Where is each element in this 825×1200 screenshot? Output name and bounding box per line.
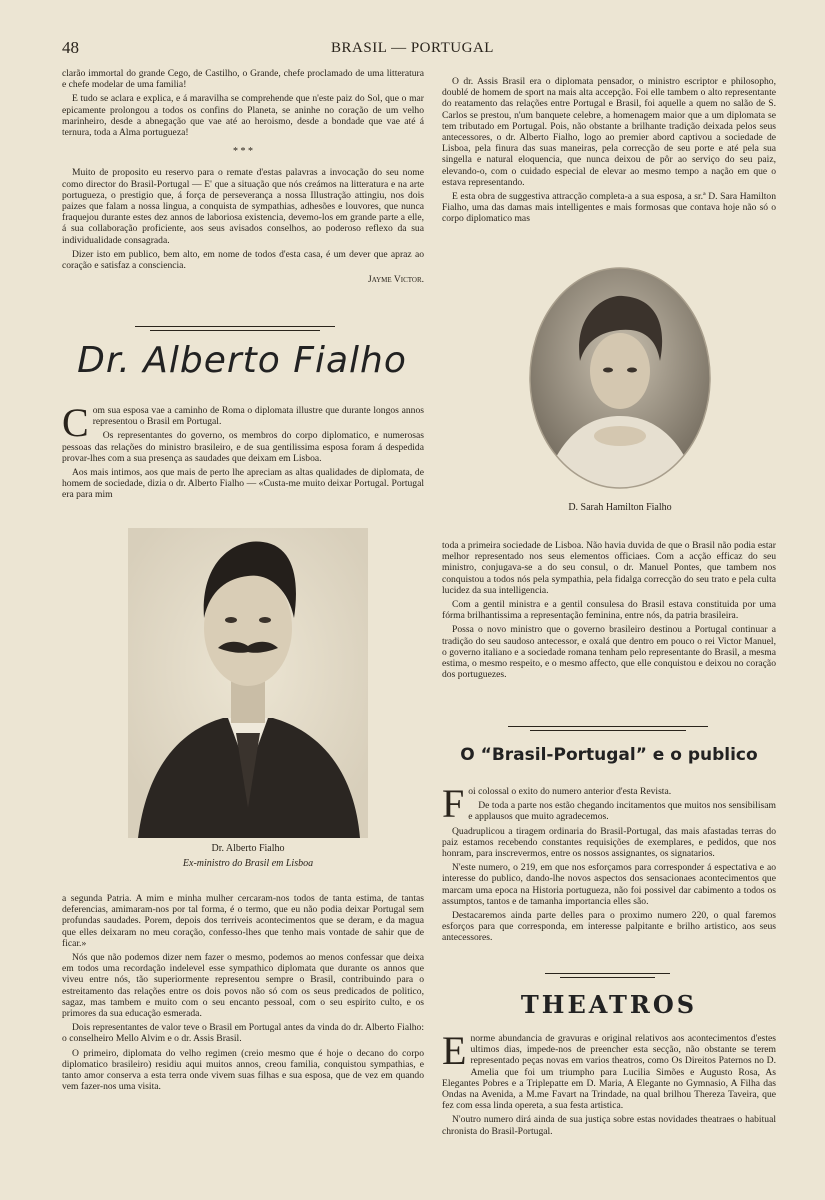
- article-paragraph: a segunda Patria. A mim e minha mulher cercaram-nos todos de tanta estima, de tantas deferencias, amimaram-nos por tal forma, é o termo, que eu não podia deixar Portugal sem profundas saudades. Porem, depois dos terriveis acontecimentos que se deram, e da magua que elles deixaram no meu coração, confesso-lhes que tenho mais vontade de sahir que de ficar.»: [62, 893, 424, 949]
- article-paragraph: De toda a parte nos estão chegando incitamentos que muitos nos sensibilisam e applausos que muito agradecemos.: [468, 800, 776, 823]
- article-paragraph: norme abundancia de gravuras e original relativos aos acontecimentos d'estes ultimos dias, impede-nos de preencher esta secção, não obstante se terem representado peças novas em varios theatros, como Os Direitos Paternos no D. Amelia que foi um triumpho para Lucilia Simões e Augusto Rosa, As Elegantes Pobres e a Triplepatte em D. Maria, A Elegante no Gymnasio, A Filha das Ondas na Avenida, a M.me Favart na Trindade, na qual brilhou Thereza Taveira, que fez com essa linda opereta, a sua festa artistica.: [442, 1033, 776, 1112]
- portrait-caption: [128, 843, 368, 869]
- intro-paragraph: Muito de proposito eu reservo para o remate d'estas palavras a invocação do seu nome como director do Brasil-Portugal — E' que a situação que nós creámos na litteratura e na arte portugueza, o prestigio que, á força de perseverança a nossa Illustração attingiu, nos dois paizes que falam a nossa lingua, a conquista de sympathias, adhesões e louvores, que nunca fraquejou durante estes dez annos de laboriosa existencia, devemo-los em grande parte a elle, á sua collaboração proficiente, aos seus avisados conselhos, ao poderoso reflexo da sua individualidade consagrada.: [62, 167, 424, 246]
- intro-paragraph: E tudo se aclara e explica, e á maravilha se comprehende que n'este paiz do Sol, que o mar epicamente prolongou a todos os confins do Planeta, se aninhe no coração de um velho marinheiro, desde a abnegação que vae até ao heroismo, desde a bondade que vae até á ternura, toda a Alma portugueza!: [62, 93, 424, 139]
- portrait-sarah-hamilton-fialho: [528, 266, 712, 490]
- article-paragraph: Quadruplicou a tiragem ordinaria do Brasil-Portugal, das mais afastadas terras do paiz estamos recebendo constantes requisições de exemplares, e pedidos, que nos honram, para inscrevermos, entre os nossos assignantes, os signatarios.: [442, 825, 776, 860]
- divider: [508, 726, 708, 727]
- theatros-column: [442, 1028, 776, 1140]
- article-paragraph: om sua esposa vae a caminho de Roma o diplomata illustre que durante longos annos representou o Brasil em Portugal.: [92, 405, 424, 428]
- intro-column: [62, 68, 424, 286]
- article-paragraph: Aos mais intimos, aos que mais de perto lhe apreciam as altas qualidades de diplomata, de homem de sociedade, dizia o dr. Alberto Fialho — «Custa-me muito deixar Portugal. Portugal era para mim: [62, 467, 424, 501]
- portrait-alberto-fialho: [128, 528, 368, 838]
- divider: [135, 326, 335, 327]
- article-title: Dr. Alberto Fialho: [77, 340, 407, 381]
- article-paragraph: Os representantes do governo, os membros do corpo diplomatico, e numerosas pessoas das relações do ministro brasileiro, e de sua gentilissima esposa foram á despedida provar-lhes com a sua presença as saudades que deixam em Lisboa.: [62, 430, 424, 464]
- article-paragraph: oi colossal o exito do numero anterior d'esta Revista.: [468, 786, 672, 797]
- portrait-caption: [500, 502, 740, 513]
- divider: [530, 730, 686, 731]
- caption-name: Dr. Alberto Fialho: [211, 843, 285, 854]
- intro-paragraph: Dizer isto em publico, bem alto, em nome de todos d'esta casa, é um dever que apraz ao coração e satisfaz a consciencia.: [62, 248, 424, 272]
- section-stars: * * *: [233, 146, 253, 158]
- fialho-right-bottom: [442, 540, 776, 683]
- drop-cap: C: [62, 400, 89, 445]
- caption-subtitle: Ex-ministro do Brasil em Lisboa: [182, 858, 314, 869]
- divider: [150, 330, 320, 331]
- caption-name: D. Sarah Hamilton Fialho: [568, 502, 672, 513]
- drop-cap: E: [442, 1028, 467, 1073]
- signature: Jayme Victor.: [368, 275, 424, 286]
- article-paragraph: Dois representantes de valor teve o Brasil em Portugal antes da vinda do dr. Alberto Fialho: o conselheiro Mello Alvim e o dr. Assis Brasil.: [62, 1022, 424, 1045]
- divider: [545, 973, 670, 974]
- publico-column: [442, 781, 776, 947]
- article-paragraph: O dr. Assis Brasil era o diplomata pensador, o ministro escriptor e philosopho, doublé de homem de sport na mais alta accepção. Foi elle tambem o alto representante do reatamento das relações entre Portugal e Brasil, foi aquelle a quem no salão de S. Carlos se prestou, n'um banquete celebre, a homenagem maior que a um diplomata se tem tributado em Portugal. Pois, não obstante a brilhante tradição deixada pelos seus antecessores, o dr. Alberto Fialho, logo ao premier abord captivou a sociedade de Lisboa, pela finura das suas maneiras, pela correcção de seu porte e até pela sua singella e natural eloquencia, que nunca deixou de pôr ao serviço do seu paiz, elevando-o, com o cuidado especial de elevar ao mesmo tempo a nação em que o estava representando.: [442, 76, 776, 188]
- divider: [560, 977, 655, 978]
- fialho-right-top: [442, 76, 776, 228]
- fialho-column-bottom: [62, 893, 424, 1095]
- fialho-column-top: [62, 400, 424, 504]
- running-head: BRASIL — PORTUGAL: [331, 40, 494, 56]
- article-paragraph: E esta obra de suggestiva attracção completa-a a sua esposa, a sr.ª D. Sara Hamilton Fialho, uma das damas mais intelligentes e mais formosas que contava hoje não só o corpo diplomatico mas: [442, 191, 776, 225]
- intro-paragraph: clarão immortal do grande Cego, de Castilho, o Grande, chefe proclamado de uma litteratura e chefe modelar de uma familia!: [62, 68, 424, 91]
- article-paragraph: toda a primeira sociedade de Lisboa. Não havia duvida de que o Brasil não podia estar melhor representado nos seus elementos officiaes. Com a acção efficaz do seu ministro, conjugava-se a do seu consul, o dr. Manuel Pontes, que tambem nos conquistou a todos nós pela sympathia, pela fidalga correcção do seu trato e pela culta lucidez da sua intelligencia.: [442, 540, 776, 596]
- article-title: O “Brasil-Portugal” e o publico: [460, 745, 758, 765]
- article-paragraph: Nós que não podemos dizer nem fazer o mesmo, podemos ao menos confessar que deixa em todos uma recordação indelevel esse sympathico diplomata que durante os annos que viveu entre nós, tão superiormente representou sempre o Brasil, contribuindo para o estreitamento das relações entre os dois povos não só com os seus predicados de politico, sagaz, mas tambem e muito com o seu encanto pessoal, com o seu espirito culto, e os primores da sua educação esmerada.: [62, 952, 424, 1020]
- article-paragraph: N'este numero, o 219, em que nos esforçamos para corresponder á espectativa e ao interesse do publico, dando-lhe novos aspectos dos sensacionaes acontecimentos que marcam uma epoca na Historia portugueza, não foi possivel dar cabimento a todos os assumptos, tantos e de tamanha importancia elles são.: [442, 862, 776, 907]
- article-paragraph: N'outro numero dirá ainda de sua justiça sobre estas novidades theatraes o habitual chronista do Brasil-Portugal.: [442, 1114, 776, 1137]
- article-paragraph: O primeiro, diplomata do velho regimen (creio mesmo que é hoje o decano do corpo diplomatico brasileiro) residiu aqui muitos annos, creou familia, conquistou sympathias, e tanto amor conserva a esta terra onde vivem suas filhas e sua esposa, que de vez em quando vem fazer-nos uma visita.: [62, 1047, 424, 1093]
- article-paragraph: Destacaremos ainda parte delles para o proximo numero 220, o qual faremos esforços para que corresponda, em interesse palpitante e brilho artistico, aos seus antecessores.: [442, 910, 776, 944]
- article-paragraph: Com a gentil ministra e a gentil consulesa do Brasil estava constituida por uma fórma brilhantissima a representação feminina, entre nós, da patria brasileira.: [442, 599, 776, 622]
- drop-cap: F: [442, 781, 465, 826]
- article-title: THEATROS: [520, 990, 698, 1019]
- article-paragraph: Possa o novo ministro que o governo brasileiro destinou a Portugal continuar a tradição do seu saudoso antecessor, e oxalá que dentro em pouco o rei Victor Manuel, o governo italiano e a sociedade romana tenham pelo representante do Brasil, a mesma estima, o mesmo respeito, e o mesmo affecto, que elle conquistou e deixou no coração dos portuguezes.: [442, 624, 776, 681]
- page-number: 48: [62, 38, 79, 57]
